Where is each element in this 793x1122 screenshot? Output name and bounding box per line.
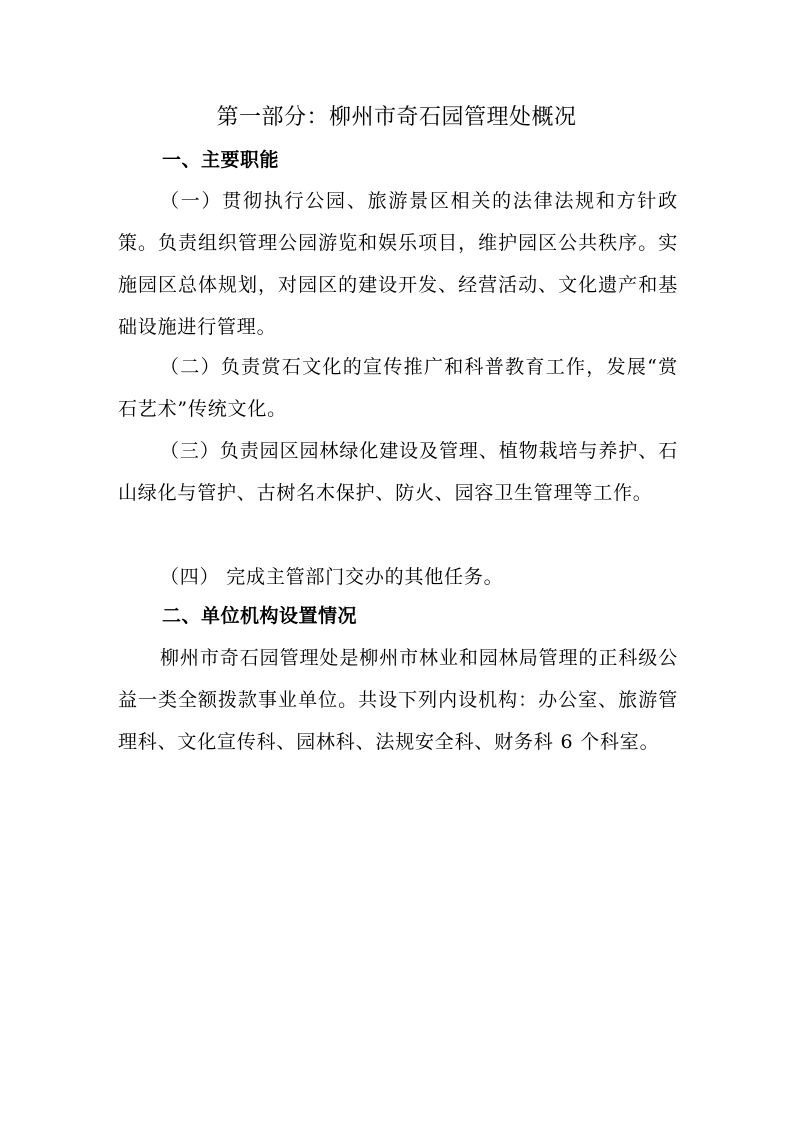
- paragraph-function-1: （一）贯彻执行公园、旅游景区相关的法律法规和方针政策。负责组织管理公园游览和娱乐项目，维护园区公共秩序。实施园区总体规划，对园区的建设开发、经营活动、文化遗产和基础设施进行管理。: [118, 190, 678, 338]
- page-title: 第一部分：柳州市奇石园管理处概况: [216, 105, 577, 130]
- section-heading-organization: 二、单位机构设置情况: [162, 605, 358, 627]
- section-heading-main-functions: 一、主要职能: [162, 149, 280, 171]
- paragraph-function-4: （四） 完成主管部门交办的其他任务。: [160, 566, 504, 588]
- paragraph-function-3: （三）负责园区园林绿化建设及管理、植物栽培与养护、石山绿化与管护、古树名木保护、防火、园容卫生管理等工作。: [118, 440, 678, 504]
- paragraph-function-2: （二）负责赏石文化的宣传推广和科普教育工作，发展“赏石艺术”传统文化。: [118, 356, 678, 420]
- paragraph-organization: 柳州市奇石园管理处是柳州市林业和园林局管理的正科级公益一类全额拨款事业单位。共设下列内设机构：办公室、旅游管理科、文化宣传科、园林科、法规安全科、财务科 6 个科室。: [118, 647, 678, 753]
